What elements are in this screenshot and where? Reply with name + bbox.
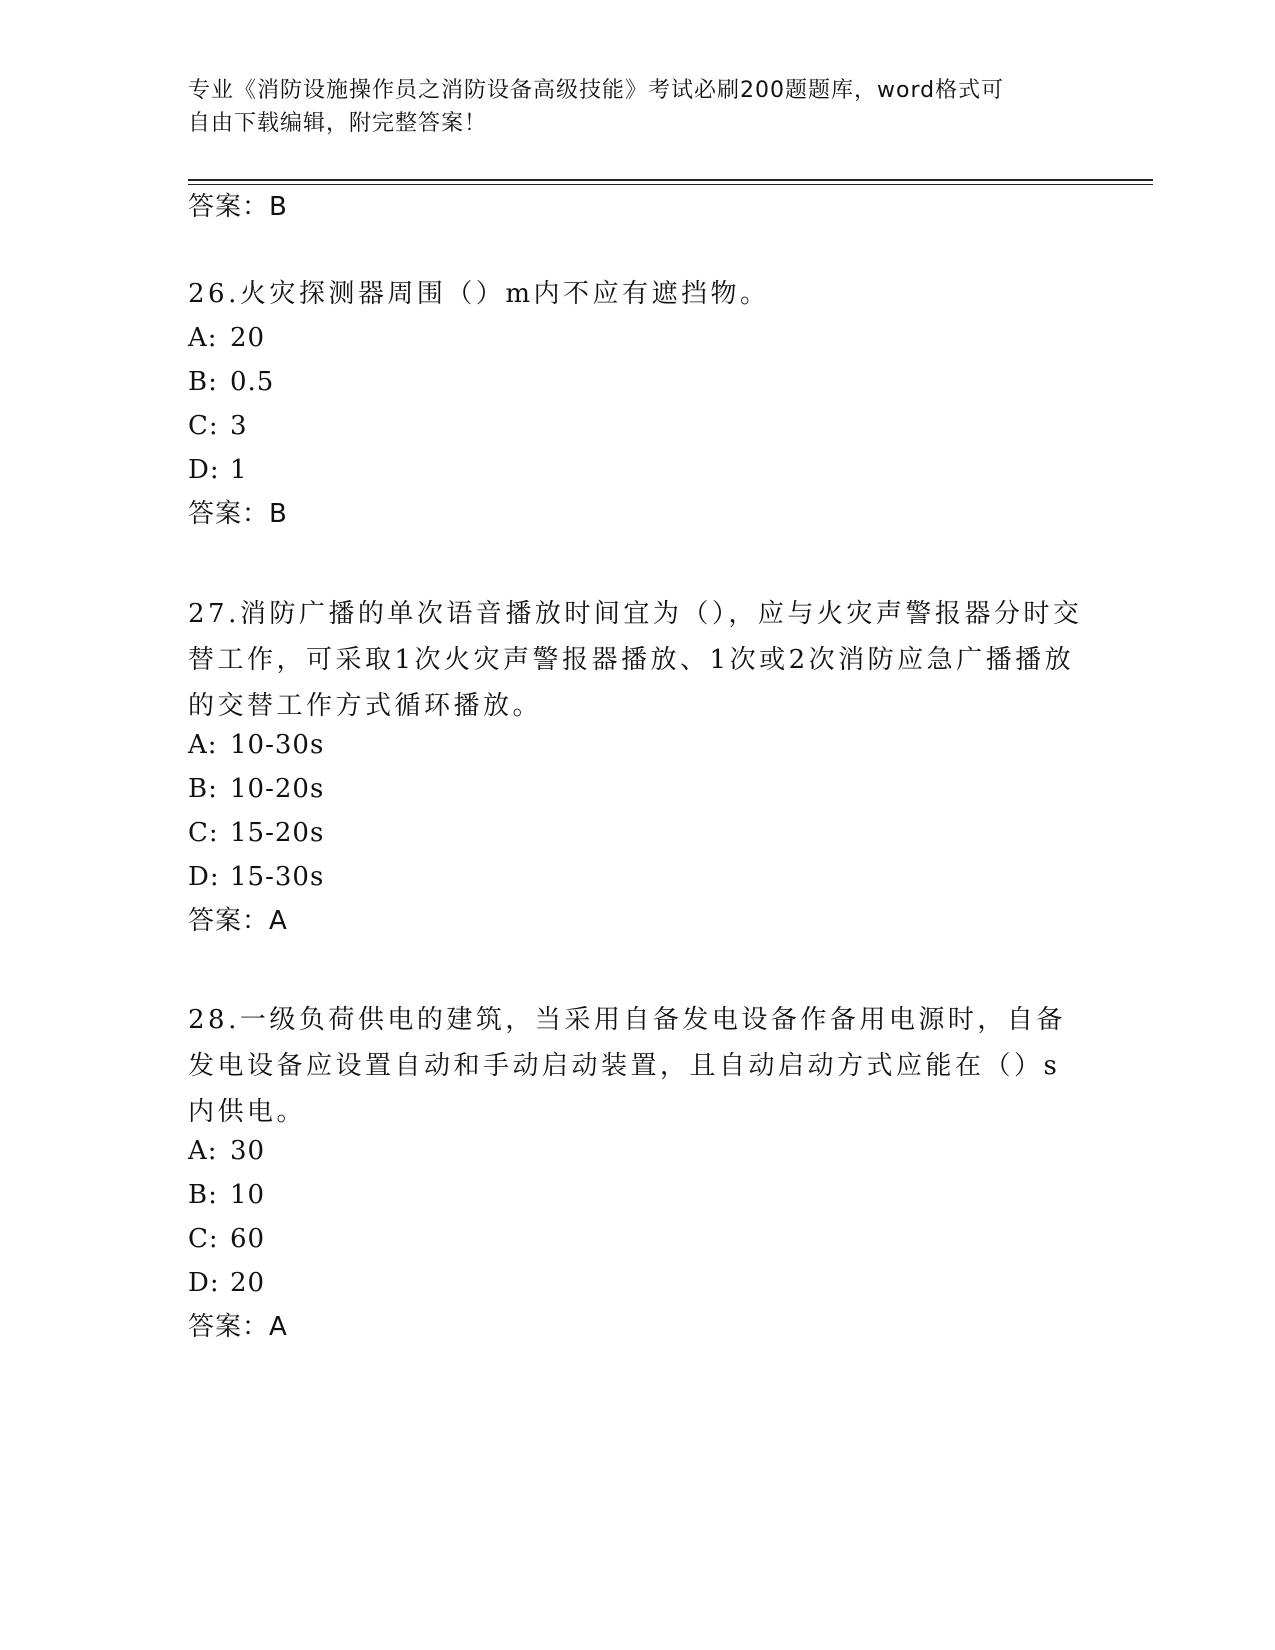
option-label: D:: [188, 455, 220, 485]
question-28-option-b: [188, 1175, 265, 1215]
header-rule-thin: [188, 184, 1153, 185]
question-26-text: 26.火灾探测器周围（）m内不应有遮挡物。: [188, 279, 770, 309]
header-rule-thick: [188, 179, 1153, 181]
question-27-option-b: [188, 769, 324, 809]
option-value: 20: [230, 323, 266, 353]
option-label: B:: [188, 367, 218, 397]
question-26-option-d: [188, 450, 248, 490]
option-value: 0.5: [230, 367, 275, 397]
option-value: 10-30s: [230, 730, 325, 760]
header-line-1: 专业《消防设施操作员之消防设备高级技能》考试必刷200题题库，word格式可: [188, 78, 1005, 103]
question-28-text: 28.一级负荷供电的建筑，当采用自备发电设备作备用电源时，自备发电设备应设置自动和手动启动装置，且自动启动方式应能在（）s内供电。: [188, 1005, 1066, 1127]
option-value: 30: [230, 1136, 266, 1166]
option-label: B:: [188, 1180, 218, 1210]
question-26-answer: 答案：B: [188, 499, 288, 529]
option-value: 3: [230, 411, 248, 441]
question-28-answer: 答案：A: [188, 1312, 288, 1342]
question-27-option-a: [188, 725, 324, 765]
option-label: D:: [188, 1268, 220, 1298]
question-27-answer: 答案：A: [188, 906, 288, 936]
header-line-2: 自由下载编辑，附完整答案！: [188, 111, 488, 136]
option-label: A:: [188, 1136, 218, 1166]
option-value: 60: [230, 1224, 266, 1254]
option-label: C:: [188, 818, 219, 848]
option-label: A:: [188, 730, 218, 760]
option-label: D:: [188, 862, 220, 892]
question-27-text: 27.消防广播的单次语音播放时间宜为（），应与火灾声警报器分时交替工作，可采取1次火灾声警报器播放、1次或2次消防应急广播播放的交替工作方式循环播放。: [188, 599, 1083, 721]
question-28-option-d: [188, 1263, 265, 1303]
option-label: A:: [188, 323, 218, 353]
document-header: [188, 74, 1088, 140]
option-value: 20: [230, 1268, 266, 1298]
question-27-option-d: [188, 857, 324, 897]
question-26-option-b: [188, 362, 274, 402]
option-value: 1: [230, 455, 248, 485]
option-label: C:: [188, 1224, 219, 1254]
option-value: 10-20s: [230, 774, 325, 804]
question-28-option-c: [188, 1219, 265, 1259]
question-27-option-c: [188, 813, 324, 853]
question-26-option-c: [188, 406, 248, 446]
question-26-option-a: [188, 318, 265, 358]
option-label: B:: [188, 774, 218, 804]
previous-answer: 答案：B: [188, 192, 288, 222]
option-value: 15-20s: [230, 818, 325, 848]
question-28-option-a: [188, 1131, 265, 1171]
option-label: C:: [188, 411, 219, 441]
option-value: 15-30s: [230, 862, 325, 892]
option-value: 10: [230, 1180, 266, 1210]
